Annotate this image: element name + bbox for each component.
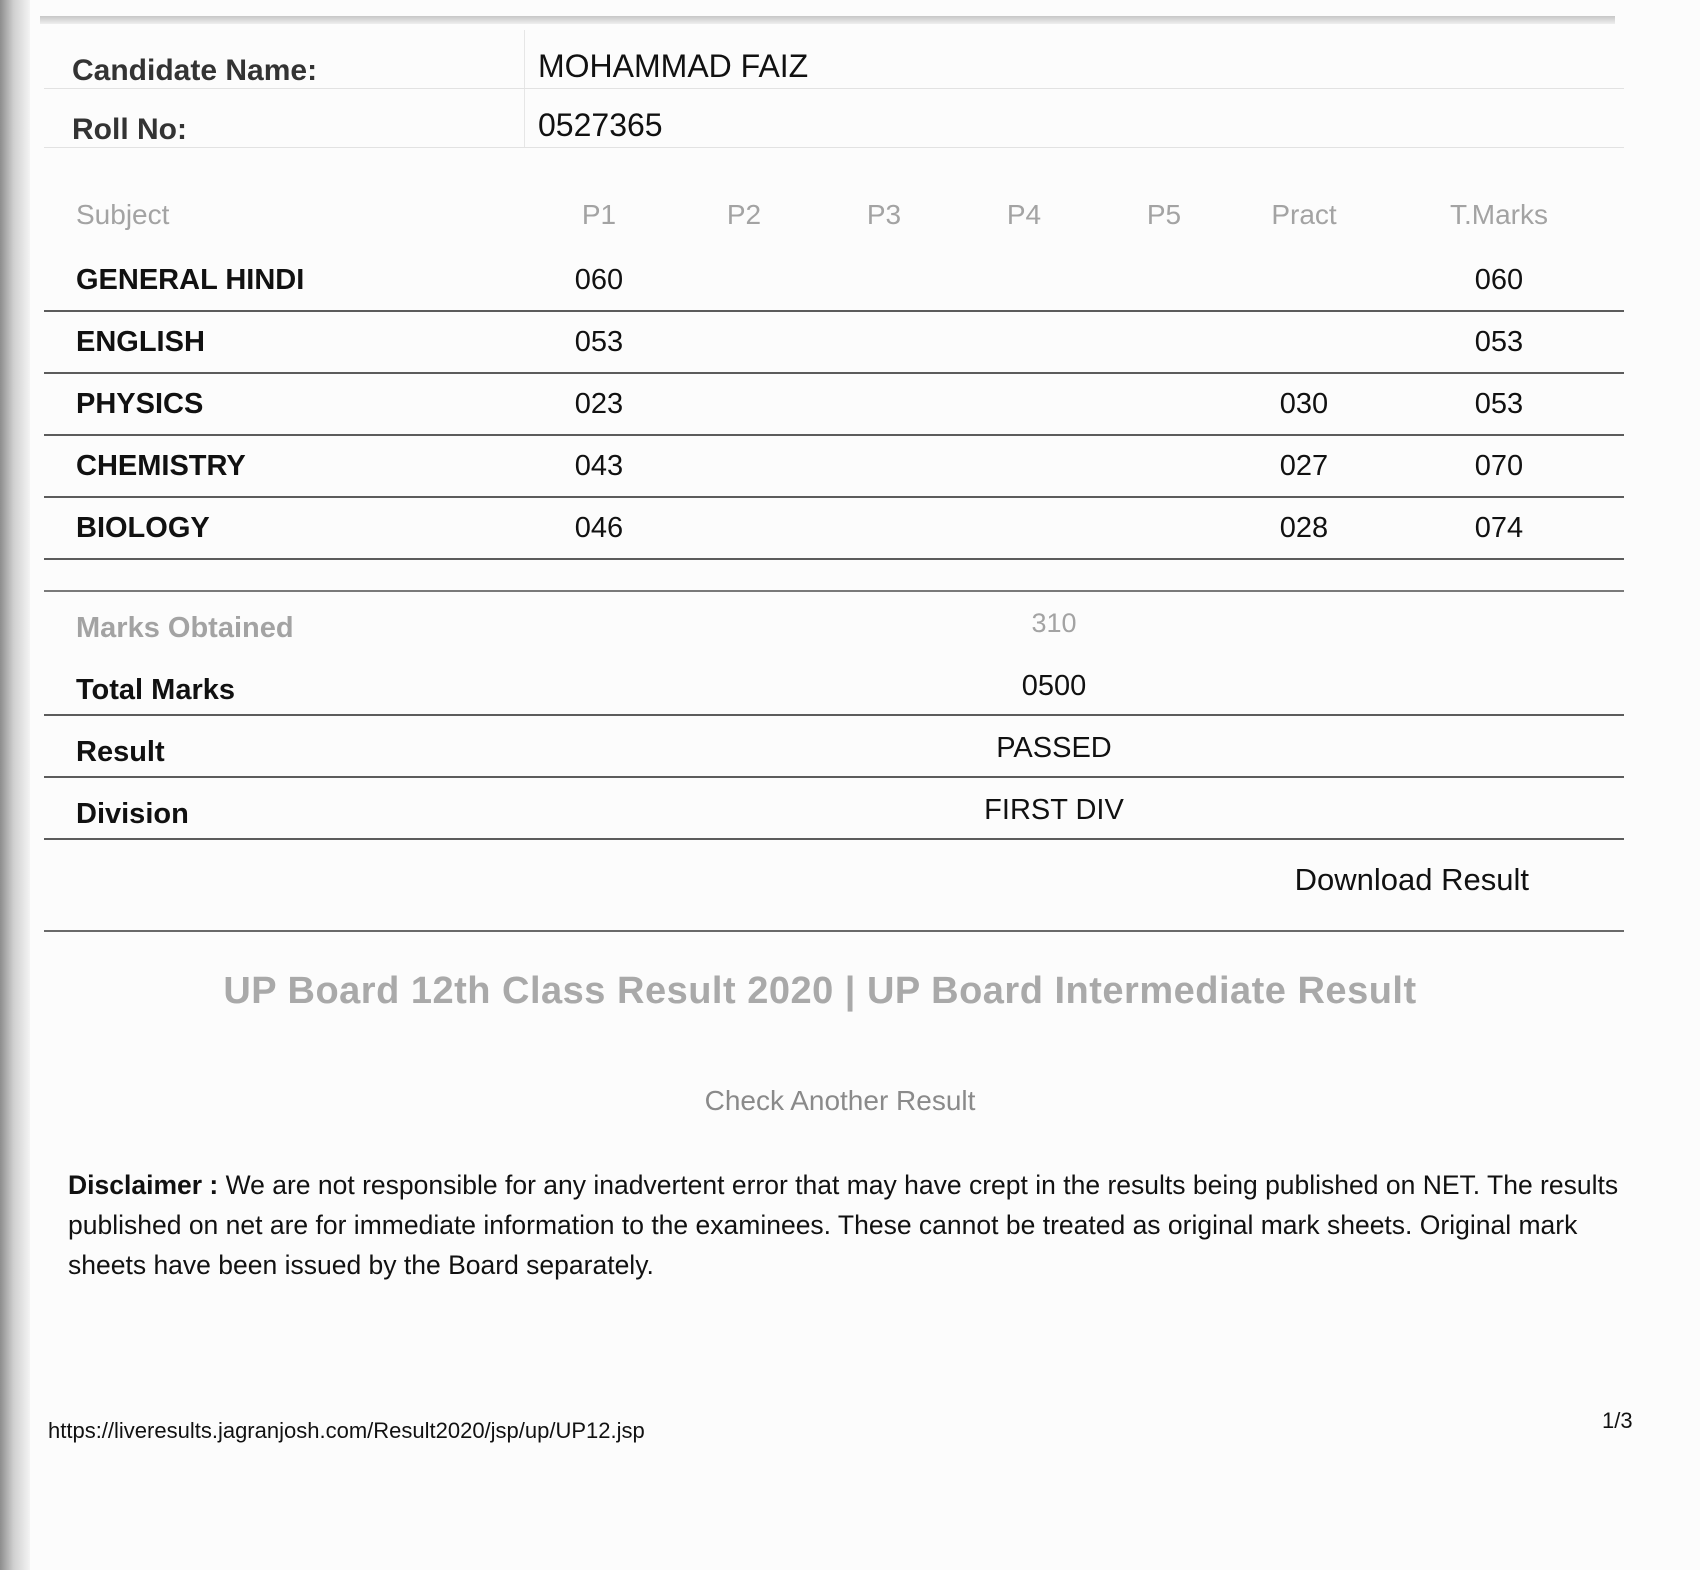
- total-marks: 053: [1374, 373, 1624, 435]
- table-row: [44, 250, 1624, 311]
- total-marks: 053: [1374, 311, 1624, 373]
- marks-obtained-label: Marks Obtained: [76, 612, 294, 644]
- p3-marks: [814, 311, 954, 373]
- result-row: [44, 716, 1624, 778]
- p4-marks: [954, 250, 1094, 311]
- candidate-info: [44, 30, 1624, 148]
- p1-marks: 046: [524, 497, 674, 559]
- p2-marks: [674, 373, 814, 435]
- p5-marks: [1094, 250, 1234, 311]
- total-marks: 070: [1374, 435, 1624, 497]
- p1-marks: 023: [524, 373, 674, 435]
- candidate-name-label: Candidate Name:: [72, 54, 318, 87]
- check-another-result-link[interactable]: Check Another Result: [704, 1085, 976, 1116]
- total-marks: 060: [1374, 250, 1624, 311]
- footer-url: https://liveresults.jagranjosh.com/Result2020/jsp/up/UP12.jsp: [48, 1418, 645, 1443]
- total-marks-row: [44, 654, 1624, 716]
- disclaimer-label: Disclaimer :: [68, 1170, 219, 1200]
- p3-marks: [814, 435, 954, 497]
- total-marks-label: Total Marks: [76, 674, 236, 706]
- p3-marks: [814, 373, 954, 435]
- p2-marks: [674, 311, 814, 373]
- download-row: [44, 840, 1624, 932]
- p4-marks: [954, 497, 1094, 559]
- practical-marks: [1234, 311, 1374, 373]
- practical-marks: [1234, 250, 1374, 311]
- table-row: [44, 311, 1624, 373]
- disclaimer-text: We are not responsible for any inadvertent error that may have crept in the results being published on NET. The results published on net are for immediate information to the examinees. These cannot be treated as original mark sheets. Original mark sheets have been issued by the Board separately.: [68, 1170, 1619, 1280]
- p4-marks: [954, 311, 1094, 373]
- table-row: [44, 497, 1624, 559]
- p3-marks: [814, 497, 954, 559]
- disclaimer: [68, 1165, 1628, 1285]
- download-result-link[interactable]: Download Result: [1294, 862, 1529, 897]
- division-value: FIRST DIV: [984, 794, 1124, 826]
- marks-obtained-value: 310: [1031, 608, 1077, 638]
- subject-name: BIOLOGY: [44, 497, 524, 559]
- p1-marks: 060: [524, 250, 674, 311]
- p2-marks: [674, 250, 814, 311]
- subject-name: GENERAL HINDI: [44, 250, 524, 311]
- subject-name: ENGLISH: [44, 311, 524, 373]
- top-rule: [40, 16, 1615, 24]
- marks-table: [44, 180, 1624, 560]
- result-value: PASSED: [996, 732, 1112, 764]
- p5-marks: [1094, 435, 1234, 497]
- roll-number-value: 0527365: [538, 107, 663, 143]
- p4-marks: [954, 435, 1094, 497]
- header-p5: P5: [1146, 199, 1182, 230]
- result-banner-heading: UP Board 12th Class Result 2020 | UP Board Intermediate Result: [223, 970, 1417, 1012]
- p4-marks: [954, 373, 1094, 435]
- result-label: Result: [76, 736, 165, 768]
- candidate-name-value: MOHAMMAD FAIZ: [538, 48, 809, 84]
- subject-name: PHYSICS: [44, 373, 524, 435]
- column-separator: [524, 30, 525, 88]
- roll-number-label: Roll No:: [72, 113, 187, 146]
- division-row: [44, 778, 1624, 840]
- table-row: [44, 435, 1624, 497]
- p3-marks: [814, 250, 954, 311]
- header-total-marks: T.Marks: [1450, 199, 1548, 230]
- header-p2: P2: [726, 199, 762, 230]
- header-subject: Subject: [76, 199, 170, 230]
- page-number: 1/3: [1602, 1408, 1633, 1433]
- header-p4: P4: [1006, 199, 1042, 230]
- table-row: [44, 373, 1624, 435]
- candidate-name-row: [44, 30, 1624, 89]
- p2-marks: [674, 435, 814, 497]
- p5-marks: [1094, 497, 1234, 559]
- total-marks-value: 0500: [1021, 670, 1087, 702]
- p2-marks: [674, 497, 814, 559]
- column-separator: [524, 89, 525, 147]
- header-pract: Pract: [1271, 199, 1337, 230]
- p5-marks: [1094, 373, 1234, 435]
- practical-marks: 028: [1234, 497, 1374, 559]
- division-label: Division: [76, 798, 189, 830]
- page-edge-shadow: [0, 0, 30, 1570]
- p1-marks: 053: [524, 311, 674, 373]
- roll-number-row: [44, 89, 1624, 148]
- p1-marks: 043: [524, 435, 674, 497]
- practical-marks: 027: [1234, 435, 1374, 497]
- result-summary: [44, 590, 1624, 840]
- marks-obtained-row: [44, 592, 1624, 654]
- p5-marks: [1094, 311, 1234, 373]
- total-marks: 074: [1374, 497, 1624, 559]
- header-p1: P1: [581, 199, 617, 230]
- header-p3: P3: [866, 199, 902, 230]
- practical-marks: 030: [1234, 373, 1374, 435]
- marks-table-header: [44, 180, 1624, 250]
- subject-name: CHEMISTRY: [44, 435, 524, 497]
